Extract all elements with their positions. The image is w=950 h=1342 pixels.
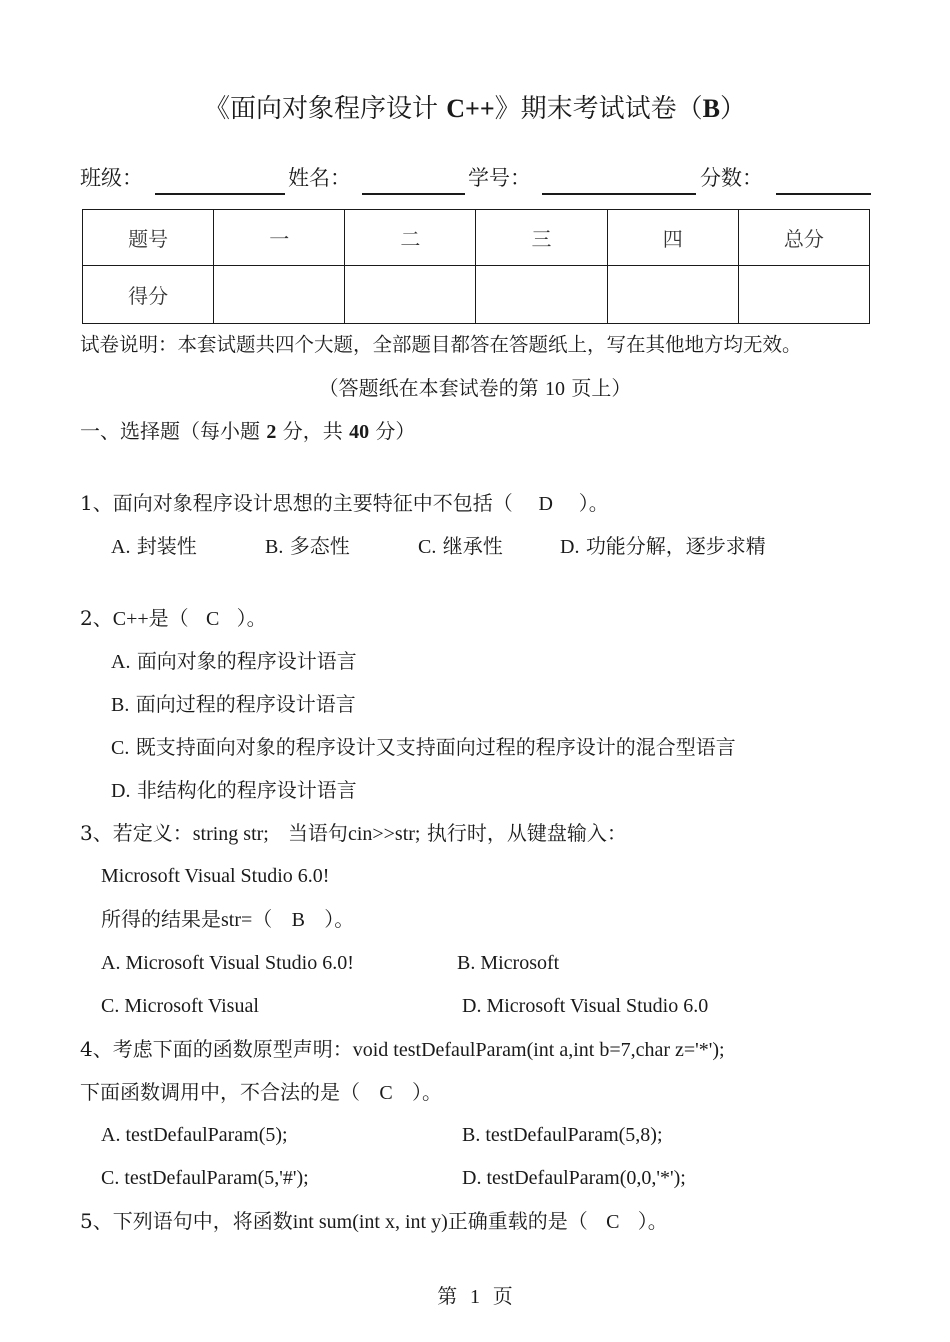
option-text: 非结构化的程序设计语言 (136, 778, 357, 802)
q1-option-b (265, 533, 350, 560)
q1-close: ）。 (578, 491, 609, 515)
score-cell[interactable] (607, 266, 738, 324)
name-label: 姓名： (288, 166, 351, 190)
class-label: 班级： (80, 166, 143, 190)
title-suffix: 》期末考试试卷（ (494, 94, 703, 124)
table-header-cell: 四 (607, 210, 738, 266)
q1-option-d (560, 533, 766, 560)
q4-close: ）。 (412, 1080, 442, 1104)
question-2-stem (80, 605, 267, 632)
q1-stem-text: 1、面向对象程序设计思想的主要特征中不包括（ (80, 491, 513, 515)
student-id-label: 学号： (468, 166, 531, 190)
page-number: 1 (470, 1286, 480, 1308)
option-text: 既支持面向对象的程序设计又支持面向过程的程序设计的混合型语言 (135, 735, 736, 759)
q3-option-c: C. Microsoft Visual (101, 995, 259, 1017)
q3-option-a: A. Microsoft Visual Studio 6.0! (101, 952, 354, 974)
answer-sheet-note (0, 375, 950, 402)
q3-stem-code: string str; (192, 823, 269, 845)
score-table-score-row (83, 266, 870, 324)
option-letter: B. (111, 694, 130, 716)
q3-result-open: （ (252, 907, 273, 931)
q1-option-c (418, 533, 503, 560)
q1-option-a (111, 533, 197, 560)
q3-keyboard-input: Microsoft Visual Studio 6.0! (101, 865, 330, 887)
question-3-stem (80, 820, 627, 847)
title-close: ） (720, 94, 747, 124)
section-pre: 一、选择题（每小题 (80, 419, 267, 443)
footer-pre: 第 (437, 1284, 458, 1308)
q3-result-line (101, 906, 354, 933)
q3-stem-mid: 当语句 (287, 821, 348, 845)
footer-post: 页 (492, 1284, 513, 1308)
note-page-number: 10 (545, 378, 565, 400)
q4-option-a: A. testDefaulParam(5); (101, 1124, 288, 1146)
table-header-cell: 三 (476, 210, 607, 266)
student-id-blank[interactable] (542, 193, 696, 195)
option-letter: C. (111, 737, 130, 759)
q4-answer: C (379, 1082, 393, 1104)
score-label: 分数： (700, 166, 763, 190)
q4-option-b: B. testDefaulParam(5,8); (462, 1124, 663, 1146)
name-blank[interactable] (362, 193, 465, 195)
q4-line2-pre: 下面函数调用中，不合法的是（ (80, 1080, 360, 1104)
score-table-header-row (83, 210, 870, 266)
q5-answer: C (606, 1211, 620, 1233)
q3-close: ）。 (324, 907, 355, 931)
q3-answer: B (291, 909, 305, 931)
option-text: 面向过程的程序设计语言 (135, 692, 356, 716)
question-4-line2 (80, 1079, 442, 1106)
option-text: 封装性 (136, 534, 197, 558)
score-row-label: 得分 (83, 266, 214, 324)
score-table (82, 209, 870, 324)
option-letter: C. (418, 536, 437, 558)
q3-result-pre: 所得的结果是 (101, 907, 221, 931)
section-mid: 分，共 (276, 419, 350, 443)
section-heading (80, 418, 415, 445)
q2-stem-post: 是（ (148, 606, 189, 630)
title-lang: C++ (446, 94, 495, 123)
title-prefix: 《面向对象程序设计 (203, 94, 447, 124)
q2-option-a (111, 648, 357, 675)
table-header-cell: 二 (345, 210, 476, 266)
q2-answer: C (205, 608, 220, 630)
section-post: 分） (369, 419, 416, 443)
table-header-cell: 总分 (738, 210, 869, 266)
score-blank[interactable] (776, 193, 871, 195)
page-footer (0, 1283, 950, 1310)
class-blank[interactable] (155, 193, 285, 195)
option-text: 多态性 (289, 534, 350, 558)
q4-option-d: D. testDefaulParam(0,0,'*'); (462, 1167, 686, 1189)
title-variant: B (702, 94, 721, 123)
score-cell[interactable] (214, 266, 345, 324)
q4-stem-code: void testDefaulParam(int a,int b=7,char z='*'); (352, 1039, 725, 1061)
table-header-cell: 一 (214, 210, 345, 266)
q5-stem-pre: 5、下列语句中，将函数 (80, 1209, 293, 1233)
q2-stem-pre: 2、 (80, 606, 113, 630)
q2-close: ）。 (236, 606, 267, 630)
option-letter: A. (111, 651, 131, 673)
exam-title (0, 92, 950, 126)
score-cell[interactable] (738, 266, 869, 324)
question-1-stem (80, 490, 609, 517)
q2-option-b (111, 691, 356, 718)
q2-option-d (111, 777, 357, 804)
question-5-stem (80, 1208, 668, 1235)
q3-stem-post: 执行时，从键盘输入： (420, 821, 627, 845)
note-post: 页上） (565, 376, 632, 400)
section-points: 2 (266, 421, 277, 443)
option-letter: D. (560, 536, 580, 558)
score-cell[interactable] (345, 266, 476, 324)
q2-option-c (111, 734, 736, 761)
q3-option-d: D. Microsoft Visual Studio 6.0 (462, 995, 709, 1017)
option-text: 面向对象的程序设计语言 (136, 649, 357, 673)
q1-answer: D (538, 493, 553, 515)
q4-option-c: C. testDefaulParam(5,'#'); (101, 1167, 309, 1189)
section-total: 40 (349, 421, 370, 443)
score-cell[interactable] (476, 266, 607, 324)
option-text: 继承性 (442, 534, 503, 558)
q4-stem-pre: 4、考虑下面的函数原型声明： (80, 1037, 353, 1061)
q5-stem-post: 正确重载的是（ (447, 1209, 588, 1233)
q3-result-code: str= (221, 909, 253, 931)
q2-stem-lang: C++ (112, 608, 149, 630)
instructions-line: 试卷说明：本套试题共四个大题，全部题目都答在答题纸上，写在其他地方均无效。 (80, 333, 802, 356)
option-text: 功能分解，逐步求精 (585, 534, 766, 558)
option-letter: A. (111, 536, 131, 558)
question-4-stem (80, 1036, 725, 1063)
option-letter: B. (265, 536, 284, 558)
q3-stem-code2: cin>>str; (347, 823, 421, 845)
q3-option-b: B. Microsoft (457, 952, 560, 974)
q3-stem-pre: 3、若定义： (80, 821, 193, 845)
q5-close: ）。 (637, 1209, 668, 1233)
note-pre: （答题纸在本套试卷的第 (318, 376, 545, 400)
table-header-cell: 题号 (83, 210, 214, 266)
q5-stem-code: int sum(int x, int y) (292, 1211, 448, 1233)
option-letter: D. (111, 780, 131, 802)
